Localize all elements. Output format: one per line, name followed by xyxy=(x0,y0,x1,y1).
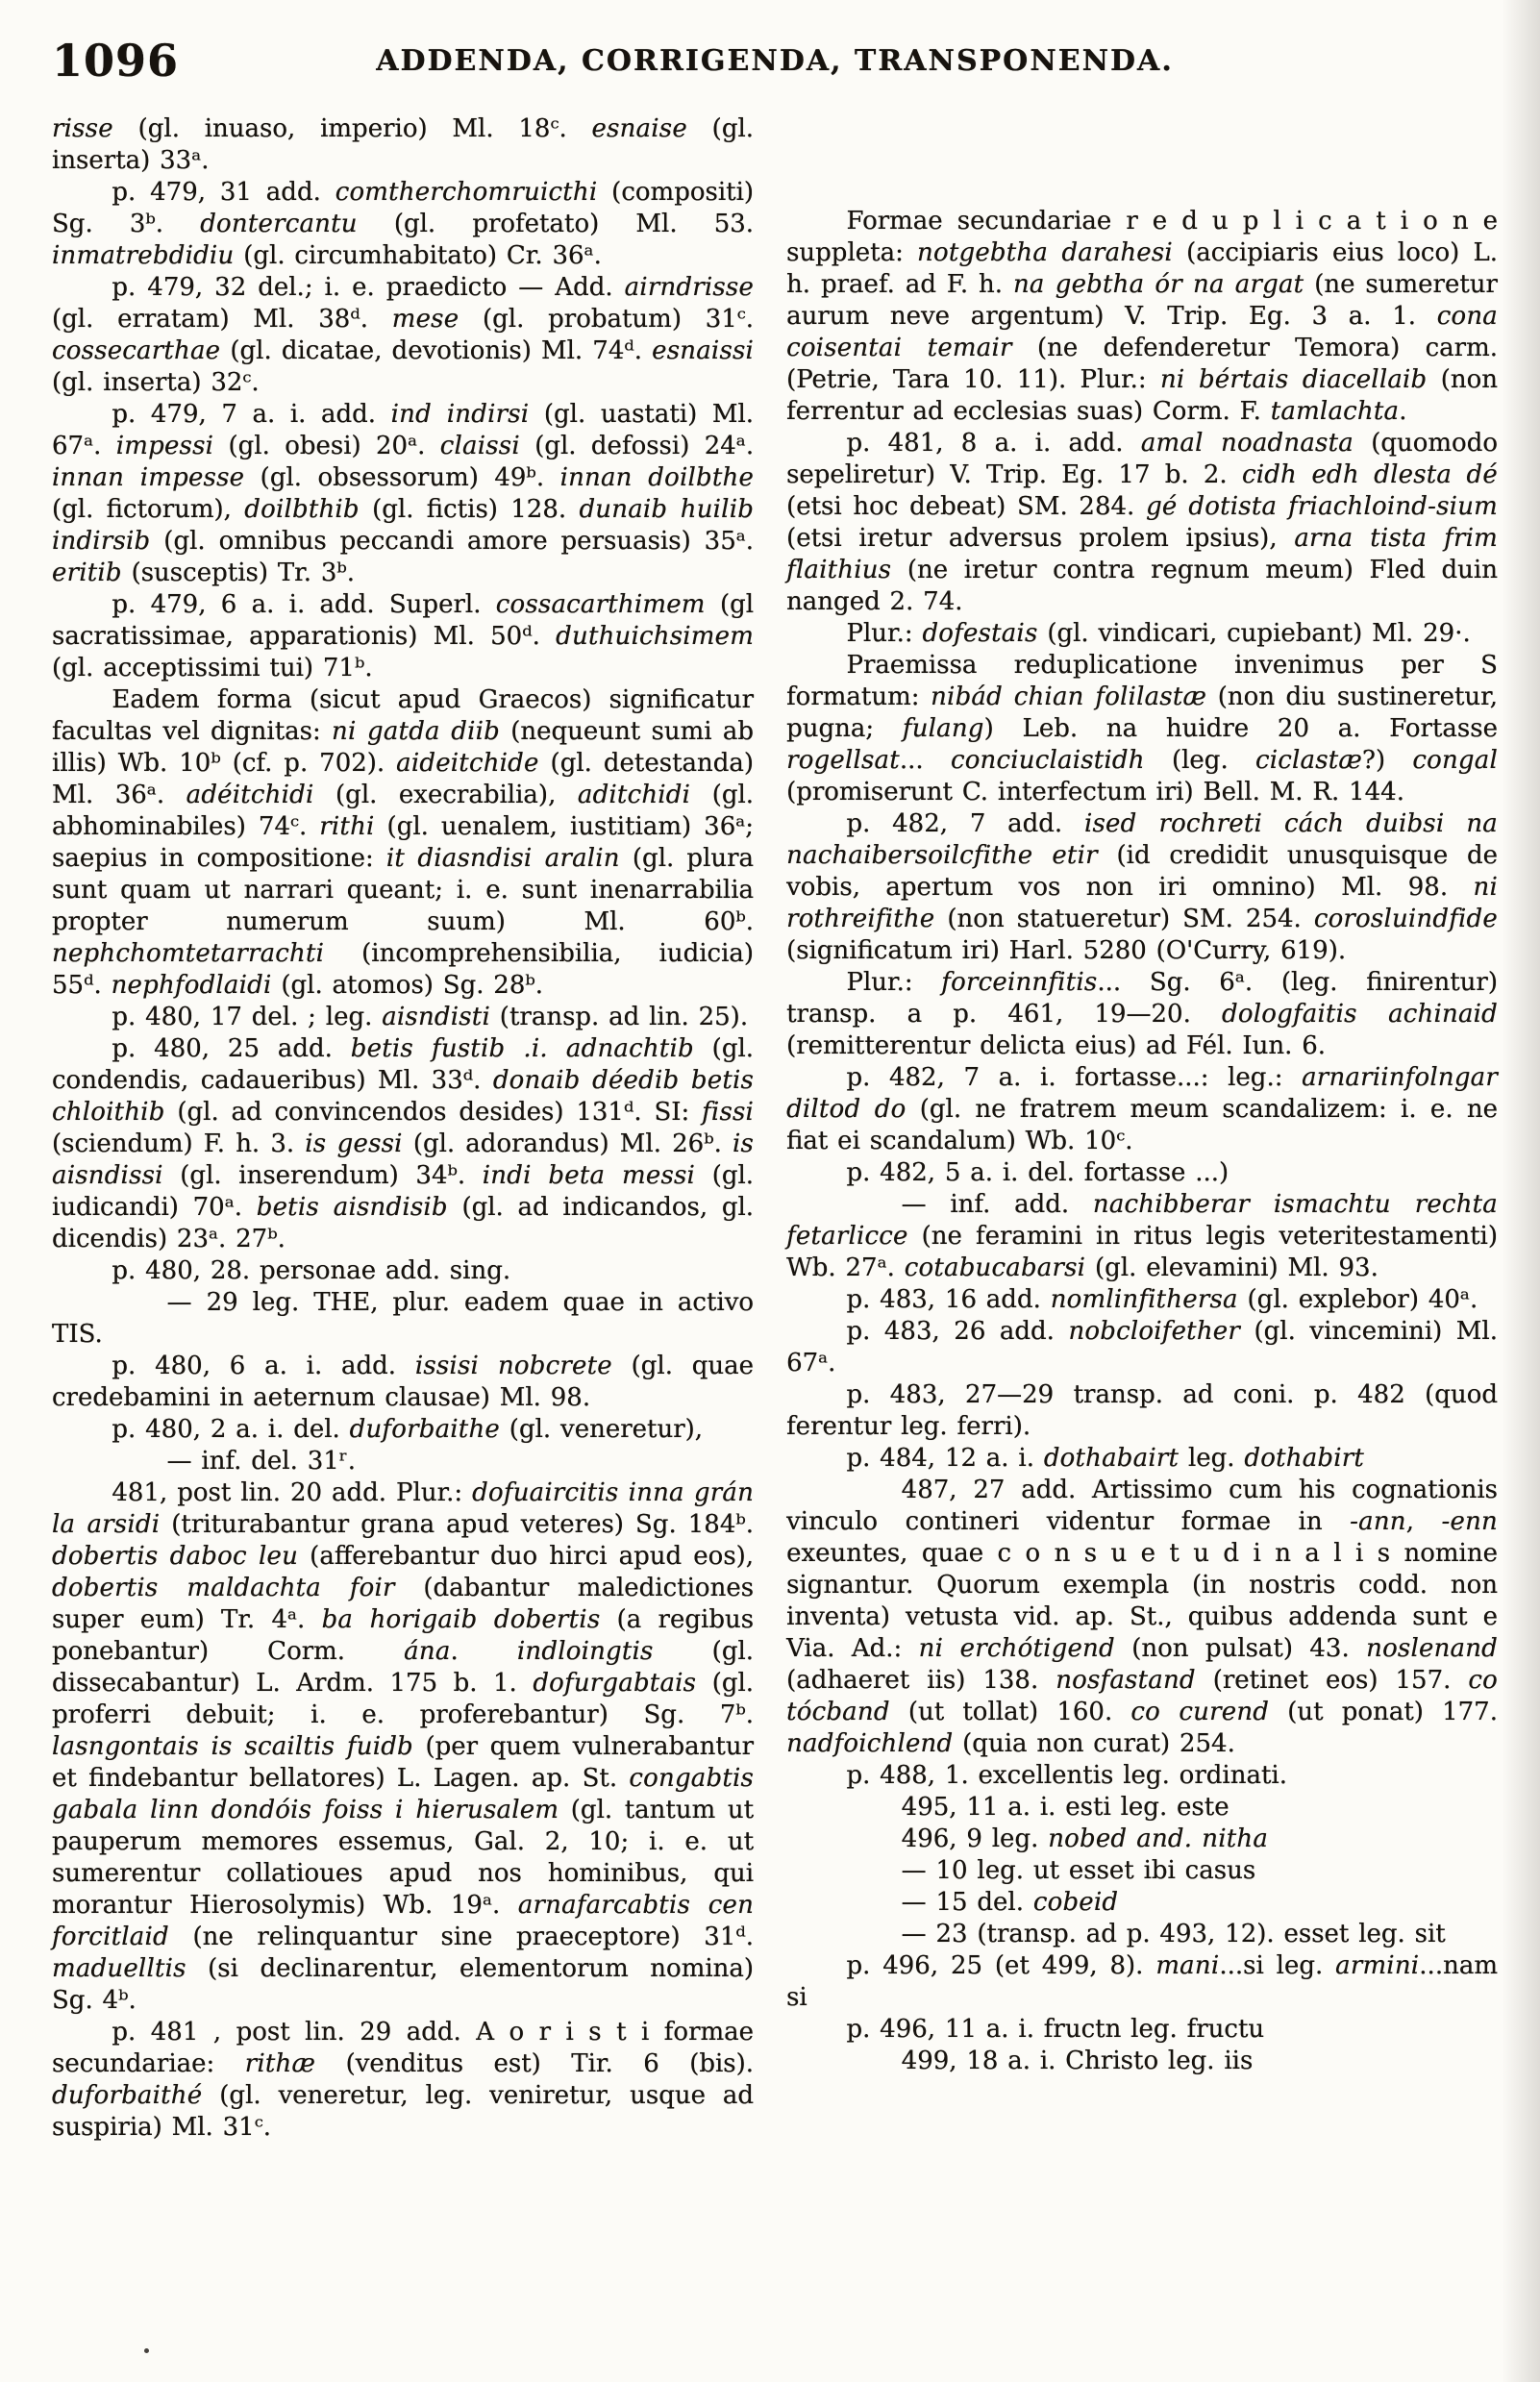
paragraph: Praemissa reduplicatione invenimus per S formatum: nibád chian folilastæ (non diu sustineretur, pugna; fulang) Leb. na huidre 20 a. Fortasse rogellsat... conciuclaistidh (leg. ciclastæ?) congal (promiserunt C. interfectum iri) Bell. M. R. 144. xyxy=(786,651,1499,806)
paragraph: p. 483, 26 add. nobcloifether (gl. vincemini) Ml. 67ᵃ. xyxy=(786,1317,1499,1377)
paragraph: p. 480, 2 a. i. del. duforbaithe (gl. veneretur), xyxy=(112,1415,704,1444)
right-column xyxy=(786,113,1498,2144)
paragraph: p. 496, 11 a. i. fructn leg. fructu xyxy=(846,2015,1265,2044)
paragraph: 499, 18 a. i. Christo leg. iis xyxy=(901,2047,1254,2075)
paragraph: Formae secundariae r e d u p l i c a t i o n e suppleta: notgebtha darahesi (accipiaris eius loco) L. h. praef. ad F. h. na gebtha ór na argat (ne sumeretur aurum neve argentum) V. Trip. Eg. 3 a. 1. cona coisentai temair (ne defenderetur Temora) carm. (Petrie, Tara 10. 11). Plur.: ni bértais diacellaib (non ferrentur ad ecclesias suas) Corm. F. tamlachta. xyxy=(786,207,1498,426)
paragraph: Eadem forma (sicut apud Graecos) significatur facultas vel dignitas: ni gatda diib (nequeunt sumi ab illis) Wb. 10ᵇ (cf. p. 702). aideitchide (gl. detestanda) Ml. 36ᵃ. adéitchidi (gl. execrabilia), aditchidi (gl. abhominabiles) 74ᶜ. rithi (gl. uenalem, iustitiam) 36ᵃ; saepius in compositione: it diasndisi aralin (gl. plura sunt quam ut narrari queant; i. e. sunt inenarrabilia propter numerum suum) Ml. 60ᵇ. nephchomtetarrachti (incomprehensibilia, iudicia) 55ᵈ. nephfodlaidi (gl. atomos) Sg. 28ᵇ. xyxy=(52,685,755,1000)
paragraph: risse (gl. inuaso, imperio) Ml. 18ᶜ. esnaise (gl. inserta) 33ᵃ. xyxy=(52,114,755,175)
text-columns xyxy=(52,113,1498,2144)
paragraph: p. 481, 8 a. i. add. amal noadnasta (quomodo sepeliretur) V. Trip. Eg. 17 b. 2. cidh edh dlesta dé (etsi hoc debeat) SM. 284. gé dotista friachloind-sium (etsi iretur adversus prolem ipsius), arna tista frim flaithius (ne iretur contra regnum meum) Fled duin nanged 2. 74. xyxy=(786,429,1498,616)
paragraph: p. 479, 7 a. i. add. ind indirsi (gl. uastati) Ml. 67ᵃ. impessi (gl. obesi) 20ᵃ. claissi (gl. defossi) 24ᵃ. innan impesse (gl. obsessorum) 49ᵇ. innan doilbthe (gl. fictorum), doilbthib (gl. fictis) 128. dunaib huilib indirsib (gl. omnibus peccandi amore persuasis) 35ᵃ. eritib (susceptis) Tr. 3ᵇ. xyxy=(52,400,755,587)
paragraph: p. 483, 27—29 transp. ad coni. p. 482 (quod ferentur leg. ferri). xyxy=(786,1380,1498,1441)
paragraph: Plur.: forceinnfitis... Sg. 6ᵃ. (leg. finirentur) transp. a p. 461, 19—20. dologfaitis achinaid (remitterentur delicta eius) ad Fél. Iun. 6. xyxy=(786,968,1499,1060)
paragraph: — 29 leg. THE, plur. eadem quae in activo TIS. xyxy=(52,1288,755,1349)
paragraph: p. 480, 6 a. i. add. issisi nobcrete (gl. quae credebamini in aeternum clausae) Ml. 98. xyxy=(52,1352,755,1412)
paragraph: p. 482, 7 add. ised rochreti cách duibsi na nachaibersoilcfithe etir (id credidit unusquisque de vobis, apertum vos non iri omnino) Ml. 98. ni rothreifithe (non statueretur) SM. 254. corosluindfide (significatum iri) Harl. 5280 (O'Curry, 619). xyxy=(786,809,1498,965)
paragraph: p. 480, 25 add. betis fustib .i. adnachtib (gl. condendis, cadaueribus) Ml. 33ᵈ. donaib déedib betis chloithib (gl. ad convincendos desides) 131ᵈ. SI: fissi (sciendum) F. h. 3. is gessi (gl. adorandus) Ml. 26ᵇ. is aisndissi (gl. inserendum) 34ᵇ. indi beta messi (gl. iudicandi) 70ᵃ. betis aisndisib (gl. ad indicandos, gl. dicendis) 23ᵃ. 27ᵇ. xyxy=(52,1034,755,1253)
paragraph: p. 479, 31 add. comtherchomruicthi (compositi) Sg. 3ᵇ. dontercantu (gl. profetato) Ml. 53. inmatrebdidiu (gl. circumhabitato) Cr. 36ᵃ. xyxy=(52,178,755,270)
paragraph: p. 482, 5 a. i. del. fortasse ...) xyxy=(846,1158,1230,1187)
page-header xyxy=(52,35,1498,104)
ink-speck xyxy=(144,2348,149,2353)
paragraph: — inf. del. 31ʳ. xyxy=(166,1447,357,1476)
paragraph: — 15 del. cobeid xyxy=(901,1888,1119,1917)
page-number: 1096 xyxy=(52,35,180,87)
paragraph: p. 480, 28. personae add. sing. xyxy=(112,1256,511,1285)
paragraph: p. 483, 16 add. nomlinfithersa (gl. explebor) 40ᵃ. xyxy=(846,1285,1478,1314)
paragraph: p. 488, 1. excellentis leg. ordinati. xyxy=(846,1761,1287,1790)
paragraph: p. 479, 6 a. i. add. Superl. cossacarthimem (gl sacratissimae, apparationis) Ml. 50ᵈ. duthuichsimem (gl. acceptissimi tui) 71ᵇ. xyxy=(52,590,755,682)
paragraph: p. 496, 25 (et 499, 8). mani...si leg. armini...nam si xyxy=(786,1951,1498,2012)
paragraph: 481, post lin. 20 add. Plur.: dofuaircitis inna grán la arsidi (triturabantur grana apud veteres) Sg. 184ᵇ. dobertis daboc leu (afferebantur duo hirci apud eos), dobertis maldachta foir (dabantur maledictiones super eum) Tr. 4ᵃ. ba horigaib dobertis (a regibus ponebantur) Corm. ána. indloingtis (gl. dissecabantur) L. Ardm. 175 b. 1. dofurgabtais (gl. proferri debuit; i. e. proferebantur) Sg. 7ᵇ. lasngontais is scailtis fuidb (per quem vulnerabantur et findebantur bellatores) L. Lagen. ap. St. congabtis gabala linn dondóis foiss i hierusalem (gl. tantum ut pauperum memores essemus, Gal. 2, 10; i. e. ut sumerentur collatioues apud nos hominibus, qui morantur Hierosolymis) Wb. 19ᵃ. arnafarcabtis cen forcitlaid (ne relinquantur sine praeceptore) 31ᵈ. maduelltis (si declinarentur, elementorum nomina) Sg. 4ᵇ. xyxy=(52,1478,755,2015)
paragraph: — 23 (transp. ad p. 493, 12). esset leg. sit xyxy=(901,1920,1446,1948)
paragraph: 496, 9 leg. nobed and. nitha xyxy=(901,1824,1269,1853)
running-head: ADDENDA, CORRIGENDA, TRANSPONENDA. xyxy=(376,44,1174,78)
paragraph: p. 480, 17 del. ; leg. aisndisti (transp. ad lin. 25). xyxy=(112,1003,749,1031)
paragraph: — inf. add. nachibberar ismachtu rechta fetarlicce (ne feramini in ritus legis veteritestamenti) Wb. 27ᵃ. cotabucabarsi (gl. elevamini) Ml. 93. xyxy=(786,1190,1498,1282)
paragraph: 495, 11 a. i. esti leg. este xyxy=(901,1793,1230,1822)
paragraph: — 10 leg. ut esset ibi casus xyxy=(901,1856,1256,1885)
paragraph: 487, 27 add. Artissimo cum his cognationis vinculo contineri videntur formae in -ann, -enn exeuntes, quae c o n s u e t u d i n a l i s nomine signantur. Quorum exempla (in nostris codd. non inventa) vetusta vid. ap. St., quibus addenda sunt e Via. Ad.: ni erchótigend (non pulsat) 43. noslenand (adhaeret iis) 138. nosfastand (retinet eos) 157. co tócband (ut tollat) 160. co curend (ut ponat) 177. nadfoichlend (quia non curat) 254. xyxy=(786,1476,1499,1758)
paragraph: Plur.: dofestais (gl. vindicari, cupiebant) Ml. 29·. xyxy=(846,619,1471,648)
paragraph: p. 479, 32 del.; i. e. praedicto — Add. airndrisse (gl. erratam) Ml. 38ᵈ. mese (gl. probatum) 31ᶜ. cossecarthae (gl. dicatae, devotionis) Ml. 74ᵈ. esnaissi (gl. inserta) 32ᶜ. xyxy=(52,273,755,397)
paragraph: p. 484, 12 a. i. dothabairt leg. dothabirt xyxy=(846,1444,1365,1473)
paragraph: p. 481 , post lin. 29 add. A o r i s t i formae secundariae: rithæ (venditus est) Tir. 6 (bis). duforbaithé (gl. veneretur, leg. veniretur, usque ad suspiria) Ml. 31ᶜ. xyxy=(52,2018,755,2142)
left-column xyxy=(52,113,754,2144)
paragraph: p. 482, 7 a. i. fortasse...: leg.: arnariinfolngar diltod do (gl. ne fratrem meum scandalizem: i. e. ne fiat ei scandalum) Wb. 10ᶜ. xyxy=(786,1063,1499,1155)
